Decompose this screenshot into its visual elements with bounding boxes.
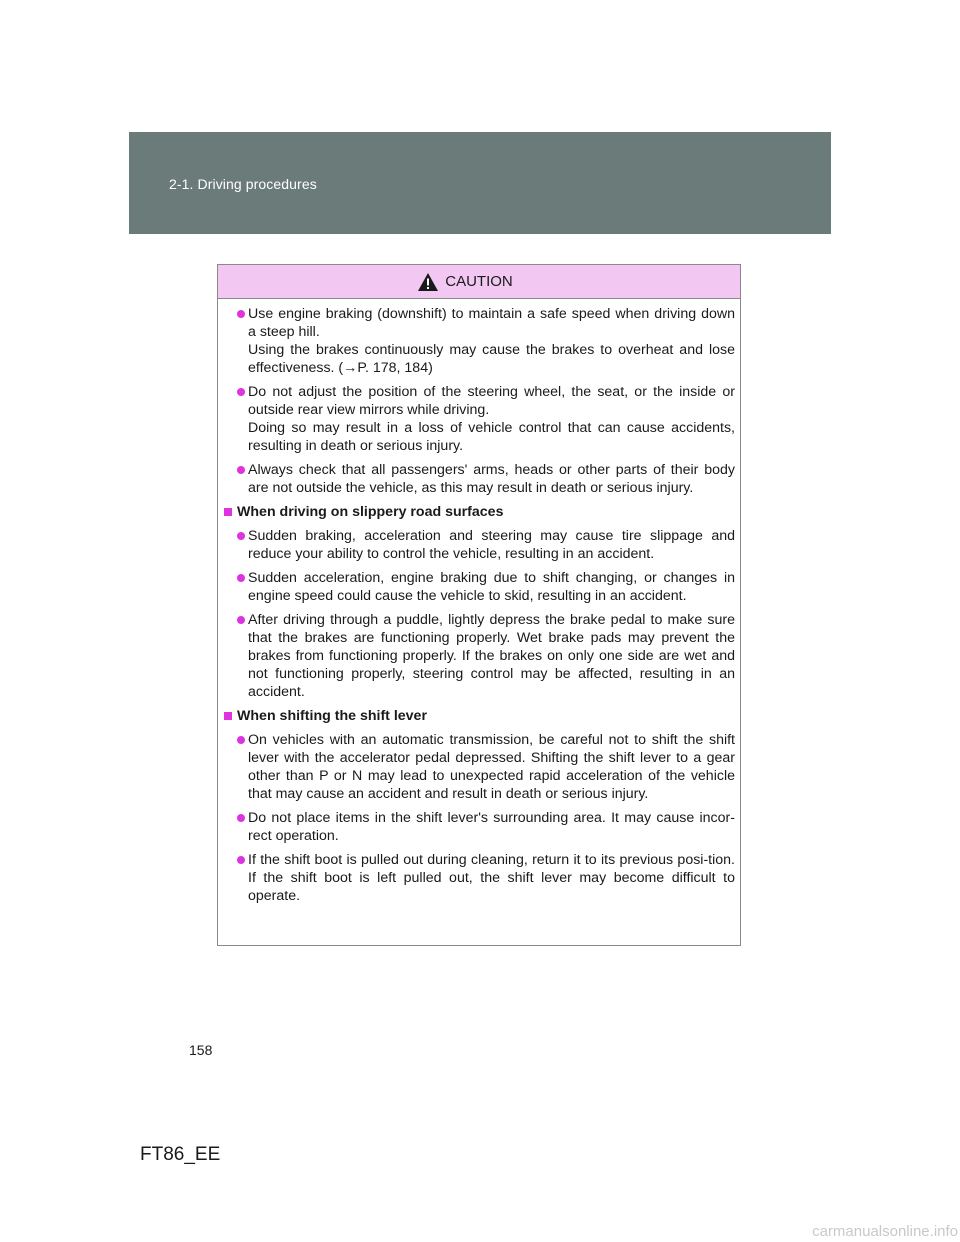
caution-bullet <box>224 611 735 701</box>
caution-bullet <box>224 305 735 377</box>
bullet-text: Do not place items in the shift lever's surrounding area. It may cause incor-rect operation. <box>248 810 735 844</box>
watermark-text: carmanualsonline.info <box>812 1223 958 1240</box>
bullet-text: Sudden braking, acceleration and steering may cause tire slippage and reduce your ability to control the vehicle, resulting in an accident. <box>248 528 735 562</box>
bullet-text: Always check that all passengers' arms, heads or other parts of their body are not outside the vehicle, as this may result in death or serious injury. <box>248 462 735 496</box>
page-number: 158 <box>189 1042 213 1058</box>
section-heading-slippery-roads: When driving on slippery road surfaces <box>224 503 735 521</box>
bullet-detail: Using the brakes continuously may cause the brakes to overheat and lose effectiveness. (→P. 178, 184) <box>248 342 735 376</box>
section-title: 2-1. Driving procedures <box>169 176 317 192</box>
caution-bullet <box>224 383 735 455</box>
bullet-text: Use engine braking (downshift) to maintain a safe speed when driving down a steep hill. <box>248 306 735 340</box>
caution-bullet <box>224 527 735 563</box>
caution-body <box>218 299 740 905</box>
bullet-detail: Doing so may result in a loss of vehicle control that can cause accidents, resulting in death or serious injury. <box>248 420 735 454</box>
bullet-text: Do not adjust the position of the steering wheel, the seat, or the inside or outside rear view mirrors while driving. <box>248 384 735 418</box>
bullet-text: If the shift boot is pulled out during cleaning, return it to its previous posi-tion. If the shift boot is left pulled out, the shift lever may become difficult to operate. <box>248 852 735 904</box>
warning-triangle-icon <box>417 272 439 292</box>
chapter-header-band <box>129 132 831 234</box>
caution-header <box>218 265 740 299</box>
bullet-text: On vehicles with an automatic transmission, be careful not to shift the shift lever with the accelerator pedal depressed. Shifting the shift lever to a gear other than P or N may lead to unexpected rapid acceleration of the vehicle that may cause an accident and result in death or serious injury. <box>248 732 735 802</box>
caution-bullet <box>224 731 735 803</box>
caution-bullet <box>224 809 735 845</box>
caution-bullet <box>224 461 735 497</box>
caution-title: CAUTION <box>445 273 513 290</box>
caution-bullet <box>224 569 735 605</box>
caution-bullet <box>224 851 735 905</box>
document-code: FT86_EE <box>140 1144 221 1165</box>
bullet-text: Sudden acceleration, engine braking due to shift changing, or changes in engine speed could cause the vehicle to skid, resulting in an accident. <box>248 570 735 604</box>
bullet-text: After driving through a puddle, lightly depress the brake pedal to make sure that the brakes are functioning properly. Wet brake pads may prevent the brakes from functioning properly. If the brakes on only one side are wet and not functioning properly, steering control may be affected, resulting in an accident. <box>248 612 735 700</box>
caution-box <box>217 264 741 946</box>
section-heading-shift-lever: When shifting the shift lever <box>224 707 735 725</box>
